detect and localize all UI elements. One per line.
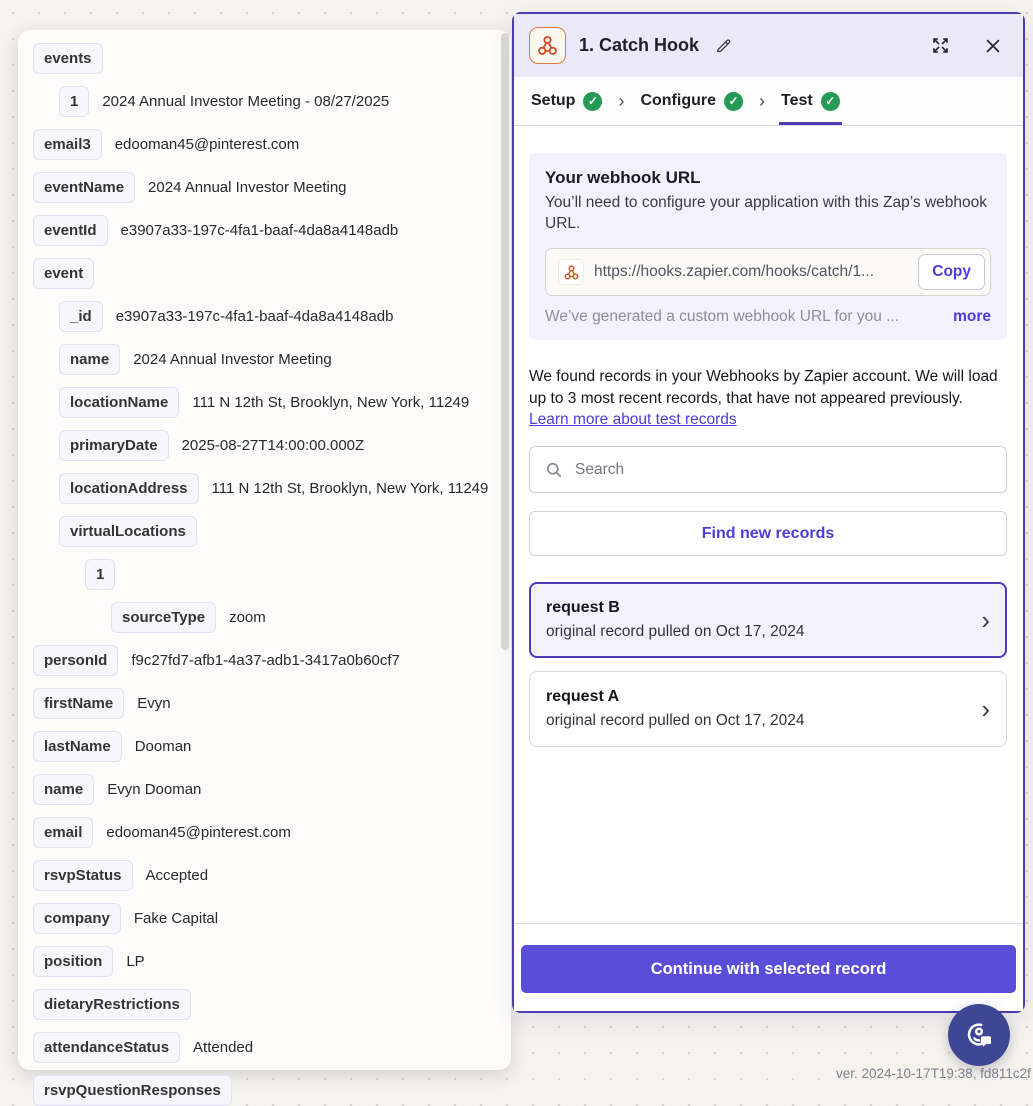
tab-test[interactable] [781,77,840,125]
payload-row-locationAddress [59,473,496,504]
tab-configure[interactable] [640,77,743,125]
payload-key-pill: locationName [59,387,179,418]
webhooks-app-icon [529,27,566,64]
tab-label: Setup [531,92,576,109]
payload-row-events [33,43,496,74]
version-caption: ver. 2024-10-17T19:38. fd811c2f [836,1066,1031,1081]
payload-scrollbar[interactable] [501,33,509,650]
payload-row-_id [59,301,496,332]
payload-key-pill: rsvpQuestionResponses [33,1075,232,1106]
payload-key-pill: name [33,774,94,805]
payload-value: f9c27fd7-afb1-4a37-adb1-3417a0b60cf7 [131,652,400,669]
payload-key-pill: sourceType [111,602,216,633]
payload-key-pill: name [59,344,120,375]
payload-value: 111 N 12th St, Brooklyn, New York, 11249 [211,480,489,497]
payload-key-pill: virtualLocations [59,516,197,547]
payload-row-primaryDate [59,430,496,461]
payload-value: Dooman [134,738,192,755]
expand-icon[interactable] [930,35,951,56]
payload-row-event [33,258,496,289]
record-list [529,582,1007,747]
copy-url-button[interactable]: Copy [918,254,985,290]
payload-value: Attended [193,1039,254,1056]
step-header [514,14,1023,77]
payload-value: 2024 Annual Investor Meeting - 08/27/2025 [102,93,390,110]
support-chat-icon [963,1019,995,1051]
webhook-url-field [545,248,991,296]
payload-row-name [59,344,496,375]
chevron-right-icon: › [981,694,990,724]
record-title: request B [546,599,620,616]
payload-key-pill: company [33,903,121,934]
record-body [546,599,971,641]
payload-row-dietaryRestrictions [33,989,496,1020]
payload-key-pill: rsvpStatus [33,860,133,891]
tab-label: Test [781,92,813,109]
success-check-icon: ✓ [724,92,743,111]
tab-separator-icon: › [618,90,625,111]
payload-key-pill: _id [59,301,103,332]
payload-row-rsvpQuestionResponses [33,1075,496,1106]
chevron-right-icon: › [981,605,990,635]
payload-row-position [33,946,496,977]
tab-separator-icon: › [759,90,765,111]
payload-key-pill: dietaryRestrictions [33,989,191,1020]
payload-value: Accepted [145,867,209,884]
webhook-url-value: https://hooks.zapier.com/hooks/catch/1... [594,263,875,280]
step-panel-catch-hook [512,12,1025,1013]
payload-row-lastName [33,731,496,762]
payload-value: LP [126,953,145,970]
payload-row-locationName [59,387,496,418]
payload-value: 111 N 12th St, Brooklyn, New York, 11249 [192,394,470,411]
record-request-b[interactable] [529,582,1007,658]
record-request-a[interactable] [529,671,1007,747]
payload-value: edooman45@pinterest.com [106,824,291,841]
record-title: request A [546,688,620,705]
payload-row-sourceType [111,602,496,633]
payload-key-pill: 1 [59,86,89,117]
payload-row-personId [33,645,496,676]
webhook-icon [558,259,584,285]
payload-key-pill: events [33,43,103,74]
payload-key-pill: firstName [33,688,124,719]
payload-key-pill: primaryDate [59,430,169,461]
tab-label: Configure [640,92,716,109]
payload-row-1 [85,559,496,590]
payload-row-company [33,903,496,934]
payload-key-pill: 1 [85,559,115,590]
payload-value: Evyn Dooman [107,781,202,798]
webhook-payload-panel [18,30,511,1099]
payload-key-pill: event [33,258,94,289]
payload-row-email [33,817,496,848]
payload-row-email3 [33,129,496,160]
test-tab-content [514,126,1023,923]
edit-step-name-icon[interactable] [714,36,733,55]
support-chat-button[interactable] [948,1004,1010,1066]
tab-setup[interactable] [531,77,602,125]
payload-value: zoom [229,609,266,626]
payload-row-rsvpStatus [33,860,496,891]
payload-row-list [33,43,496,1106]
search-input[interactable] [575,461,992,479]
payload-row-firstName [33,688,496,719]
search-icon [544,460,564,480]
webhook-url-description: You’ll need to configure your application with this Zap’s webhook URL. [545,194,988,232]
success-check-icon: ✓ [821,92,840,111]
step-title: 1. Catch Hook [579,35,700,55]
record-meta: original record pulled on Oct 17, 2024 [546,712,805,729]
record-meta: original record pulled on Oct 17, 2024 [546,623,805,640]
payload-value: Evyn [137,695,171,712]
payload-key-pill: attendanceStatus [33,1032,180,1063]
payload-key-pill: lastName [33,731,122,762]
payload-value: edooman45@pinterest.com [114,136,300,153]
webhook-note: We’ve generated a custom webhook URL for you ... [545,308,900,325]
close-icon[interactable] [983,36,1003,56]
webhook-url-heading: Your webhook URL [545,168,701,187]
payload-value: e3907a33-197c-4fa1-baaf-4da8a4148adb [120,222,399,239]
payload-value: 2025-08-27T14:00:00.000Z [181,437,365,454]
payload-row-1 [59,86,496,117]
webhook-note-row [545,308,991,326]
step-tabs [514,77,1023,126]
payload-value: 2024 Annual Investor Meeting [148,179,347,196]
continue-button[interactable]: Continue with selected record [521,945,1016,993]
payload-value: Fake Capital [133,910,219,927]
success-check-icon: ✓ [583,92,602,111]
payload-row-eventId [33,215,496,246]
payload-key-pill: position [33,946,113,977]
payload-row-virtualLocations [59,516,496,547]
payload-key-pill: eventId [33,215,108,246]
payload-value: 2024 Annual Investor Meeting [133,351,332,368]
payload-row-name [33,774,496,805]
payload-row-eventName [33,172,496,203]
more-link[interactable]: more [953,308,991,325]
payload-key-pill: email [33,817,93,848]
webhook-url-section [529,153,1007,340]
payload-key-pill: locationAddress [59,473,199,504]
payload-row-attendanceStatus [33,1032,496,1063]
payload-key-pill: eventName [33,172,135,203]
record-search [529,446,1007,493]
learn-more-link[interactable]: Learn more about test records [529,411,737,428]
find-new-records-button[interactable]: Find new records [529,511,1007,556]
records-intro-text: We found records in your Webhooks by Zapier account. We will load up to 3 most recent records, that have not appeared previously. [529,368,998,407]
step-footer [514,923,1023,1011]
payload-value: e3907a33-197c-4fa1-baaf-4da8a4148adb [115,308,394,325]
record-body [546,688,971,730]
payload-key-pill: personId [33,645,118,676]
payload-key-pill: email3 [33,129,102,160]
